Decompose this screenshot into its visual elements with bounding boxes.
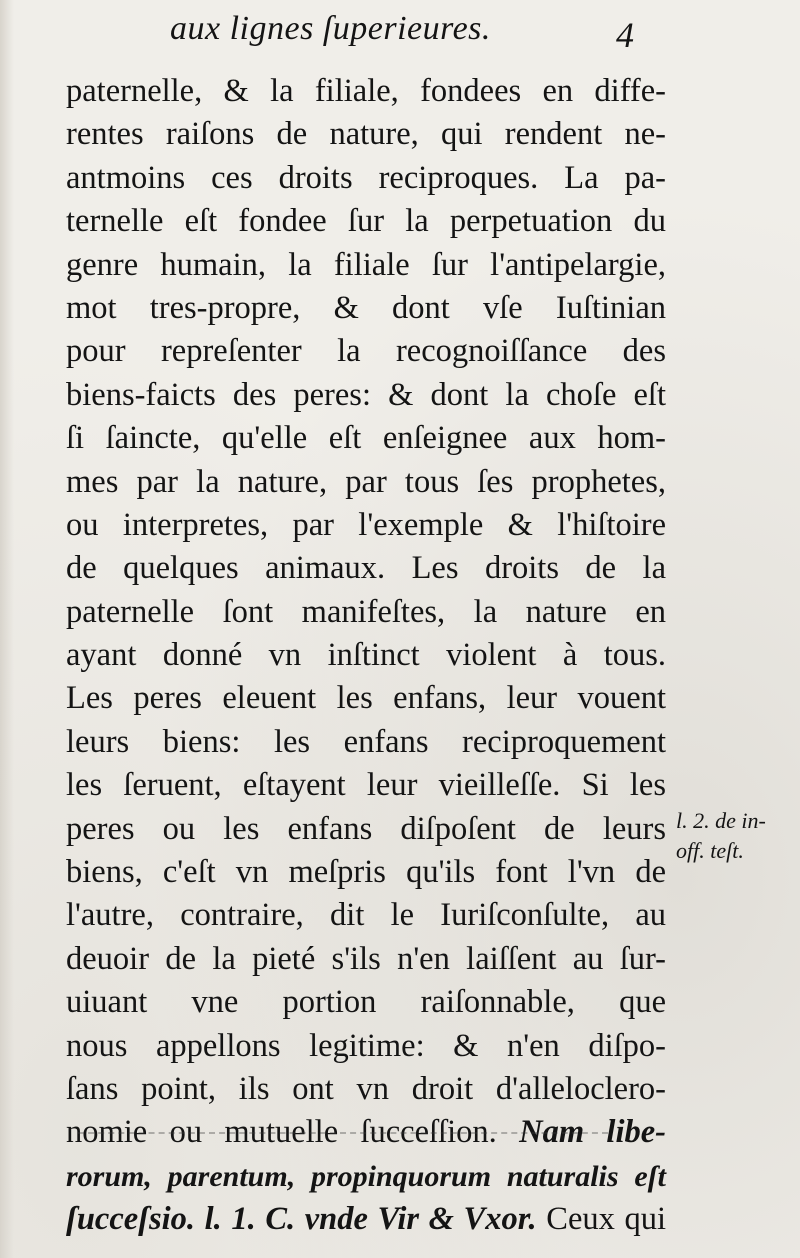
main-text-block bbox=[66, 70, 666, 1242]
text-line: ayant donné vn inſtinct violent à tous. bbox=[66, 637, 666, 674]
text-line: pour repreſenter la recognoiſſance des bbox=[66, 333, 666, 370]
text-line: paternelle ſont manifeſtes, la nature en bbox=[66, 593, 666, 630]
text-line: leurs biens: les enfans reciproquement bbox=[66, 723, 666, 760]
text-line: l'autre, contraire, dit le Iuriſconſulte, au bbox=[66, 897, 666, 934]
text-line: ou interpretes, par l'exemple & l'hiſtoire bbox=[66, 506, 666, 543]
text-line: mes par la nature, par tous ſes prophetes, bbox=[66, 463, 666, 500]
text-line: les ſeruent, eſtayent leur vieilleſſe. Si les bbox=[66, 767, 666, 804]
page-number: 4 bbox=[616, 15, 634, 55]
margin-note-line: off. teſt. bbox=[676, 838, 744, 863]
text-line: biens, c'eſt vn meſpris qu'ils font l'vn de bbox=[66, 854, 666, 891]
latin-quote-start: Nam libe- bbox=[519, 1114, 666, 1151]
latin-quote-end: ſucceſsio. l. 1. C. vnde Vir & Vxor. bbox=[66, 1201, 537, 1238]
text-line: de quelques animaux. Les droits de la bbox=[66, 550, 666, 587]
margin-note-line: l. 2. de in- bbox=[676, 808, 766, 833]
text-line: deuoir de la pieté s'ils n'en laiſſent au ſur- bbox=[66, 940, 666, 977]
text-line: uiuant vne portion raiſonnable, que bbox=[66, 984, 666, 1021]
margin-note bbox=[676, 806, 766, 866]
text-line: nous appellons legitime: & n'en diſpo- bbox=[66, 1027, 666, 1064]
catchword-line: Ceux qui bbox=[546, 1201, 667, 1238]
text-line: ternelle eſt fondee ſur la perpetuation du bbox=[66, 203, 666, 240]
running-title: aux lignes ſuperieures. bbox=[170, 10, 491, 47]
text-line: peres ou les enfans diſpoſent de leurs bbox=[66, 810, 666, 847]
text-line: biens-faicts des peres: & dont la choſe eſt bbox=[66, 376, 666, 413]
latin-quote-line: rorum, parentum, propinquorum naturalis eſt bbox=[66, 1159, 666, 1193]
text-line: paternelle, & la filiale, fondees en diffe- bbox=[66, 73, 666, 109]
text-line-roman: nomie ou mutuelle ſucceſſion. bbox=[66, 1114, 497, 1151]
page-gutter-shadow bbox=[0, 0, 14, 1258]
text-line: Les peres eleuent les enfans, leur vouent bbox=[66, 680, 666, 717]
text-line: genre humain, la filiale ſur l'antipelargie, bbox=[66, 246, 666, 283]
text-line bbox=[66, 1198, 666, 1241]
text-line: rentes raiſons de nature, qui rendent ne- bbox=[66, 116, 666, 153]
text-line: mot tres-propre, & dont vſe Iuſtinian bbox=[66, 289, 666, 326]
text-line: ſi ſaincte, qu'elle eſt enſeignee aux hom- bbox=[66, 420, 666, 457]
under-rule bbox=[78, 1132, 608, 1134]
text-line: ſans point, ils ont vn droit d'alleloclero- bbox=[66, 1070, 666, 1107]
text-line: antmoins ces droits reciproques. La pa- bbox=[66, 159, 666, 196]
